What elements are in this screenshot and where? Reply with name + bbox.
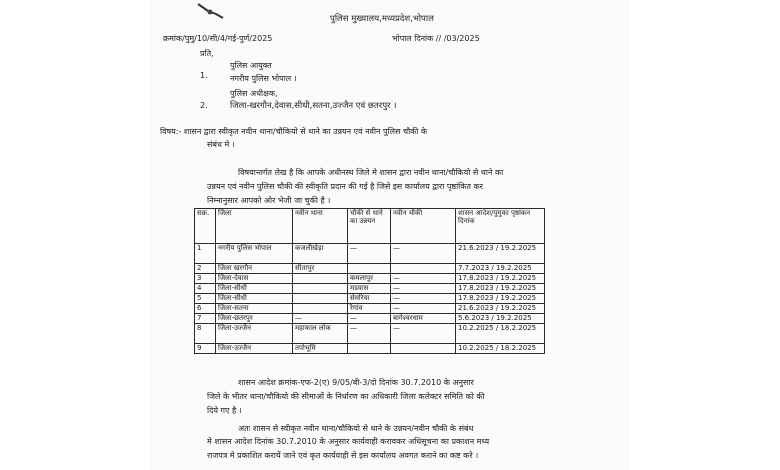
cell: 17.8.2023 / 19.2.2025 (456, 294, 545, 304)
table-row (195, 294, 545, 304)
cell (293, 294, 348, 304)
recipient2-line2: जिला-खरगौन,देवास,सीधी,सतना,उज्जैन एवं छतरपुर । (230, 101, 397, 111)
cell: बागेश्वरधाम (391, 314, 456, 324)
cell: 8 (195, 324, 216, 344)
table-row (195, 344, 545, 354)
cell: जिला-देवास (216, 274, 293, 284)
cell: 4 (195, 284, 216, 294)
table-row (195, 314, 545, 324)
cell: — (391, 284, 456, 294)
header-upgrade: चौकी से थाने का उन्नयन (348, 209, 391, 244)
cell (348, 344, 391, 354)
cell: रैगांव (348, 304, 391, 314)
subject-line2: संबंध मे । (207, 140, 235, 149)
cell: जिला-उज्जैन (216, 324, 293, 344)
cell (391, 264, 456, 274)
table-row (195, 304, 545, 314)
cell: 10.2.2025 / 18.2.2025 (456, 344, 545, 354)
recipient1-number: 1. (200, 71, 208, 80)
letter-date: भोपाल दिनांक // /03/2025 (392, 34, 480, 43)
table-header-row (195, 209, 545, 244)
cell (293, 304, 348, 314)
cell: कजलीखेड़ा (293, 244, 348, 264)
cell: — (348, 314, 391, 324)
body-para3-line3: राजपत्र मे प्रकाशित करायें जाने एवं कृत कार्यवाही से इस कार्यालय अवगत कराने का कष्ट करे । (207, 451, 479, 460)
cell: 21.6.2023 / 19.2.2025 (456, 304, 545, 314)
cell: जिला-उज्जैन (216, 344, 293, 354)
cell: — (348, 244, 391, 264)
body-para2-line1: शासन आदेश क्रमांक-एफ-2(ए) 9/05/बी-3/दो दिनांक 30.7.2010 के अनुसार (238, 378, 474, 387)
cell: 2 (195, 264, 216, 274)
cell: सीतापुर (293, 264, 348, 274)
cell: — (391, 324, 456, 344)
cell: जिला-सीधी (216, 294, 293, 304)
cell: 21.6.2023 / 19.2.2025 (456, 244, 545, 264)
cell: — (293, 314, 348, 324)
cell: — (348, 324, 391, 344)
recipient2-number: 2. (200, 101, 208, 110)
body-para1-line3: निम्नानुसार आपको ओर भेजी जा चुकी है । (207, 196, 331, 205)
header-new-station: नवीन थाना (293, 209, 348, 244)
cell: 7 (195, 314, 216, 324)
cell: महाकाल लोक (293, 324, 348, 344)
cell: 3 (195, 274, 216, 284)
body-para2-line2: जिले के भीतर थाना/चौकियो की सीमाओं के निर्धारण का अधिकारी जिला कलेक्टर समिति को की (207, 392, 485, 401)
table-row (195, 284, 545, 294)
cell: सेमरिया (348, 294, 391, 304)
recipient2-line1: पुलिस अधीक्षक, (230, 89, 278, 98)
to-label: प्रति, (200, 49, 214, 58)
cell (348, 264, 391, 274)
cell: 1 (195, 244, 216, 264)
cell: कमलापुर (348, 274, 391, 284)
cell: — (391, 244, 456, 264)
cell: 5.6.2023 / 19.2.2025 (456, 314, 545, 324)
cell: 5 (195, 294, 216, 304)
table-row (195, 264, 545, 274)
pen-mark-icon (196, 2, 226, 20)
cell: जिला-छतरपुर (216, 314, 293, 324)
cell (293, 284, 348, 294)
cell: मडवास (348, 284, 391, 294)
cell: 9 (195, 344, 216, 354)
reference-number: क्रमांक/पुमु/10/सी/4/गई-पुर्ण/2025 (163, 34, 273, 43)
recipient1-line1: पुलिस आयुक्त (230, 61, 272, 70)
cell: जिला-सतना (216, 304, 293, 314)
body-para1-line2: उन्नयन एवं नवीन पुलिस चौकी की स्वीकृति प्रदान की गई है जिसे इस कार्यालय द्वारा पृष्ठांकित कर (207, 182, 483, 191)
cell: 17.8.2023 / 19.2.2025 (456, 284, 545, 294)
header-serial: सक्र. (195, 209, 216, 244)
cell: 10.2.2025 / 18.2.2025 (456, 324, 545, 344)
subject-line1: विषय:- शासन द्वारा स्वीकृत नवीन थाना/चौकियो से थाने का उन्नयन एवं नवीन पुलिस चौकी के (160, 127, 428, 136)
cell: — (391, 304, 456, 314)
cell: — (391, 274, 456, 284)
body-para3-line1: अतः शासन से स्वीकृत नवीन थाना/चौकियो से थाने के उन्नयन/नवीन चौकी के संबंध (238, 424, 474, 433)
body-para3-line2: मे शासन आदेश दिनांक 30.7.2010 के अनुसार कार्यवाही करावकर अधिसूचना का प्रकाशन मध्य (207, 437, 490, 446)
table-row (195, 324, 545, 344)
table-row (195, 274, 545, 284)
cell: 6 (195, 304, 216, 314)
cell: तपोभूमि (293, 344, 348, 354)
office-header: पुलिस मुख्यालय,मध्यप्रदेश,भोपाल (330, 14, 434, 24)
recipient1-line2: नगरीय पुलिस भोपाल । (230, 74, 297, 83)
table-row (195, 244, 545, 264)
cell: जिला-सीधी (216, 284, 293, 294)
cell: 17.8.2023 / 19.2.2025 (456, 274, 545, 284)
orders-table (194, 208, 545, 354)
cell: 7.7.2023 / 19.2.2025 (456, 264, 545, 274)
header-district: जिला (216, 209, 293, 244)
header-new-outpost: नवीन चौकी (391, 209, 456, 244)
cell (391, 344, 456, 354)
body-para2-line3: दिये गए है । (207, 406, 242, 415)
cell (293, 274, 348, 284)
cell: नगरीय पुलिस भोपाल (216, 244, 293, 264)
header-order-date: शासन आदेश/पुमुका पृष्ठांकन दिनांक (456, 209, 545, 244)
cell: — (391, 294, 456, 304)
cell: जिला खरगौन (216, 264, 293, 274)
body-para1-line1: विषयान्तर्गत लेख है कि आपके अधीनस्थ जिले मे शासन द्वारा नवीन थाना/चौकियो से थाने का (238, 168, 504, 177)
